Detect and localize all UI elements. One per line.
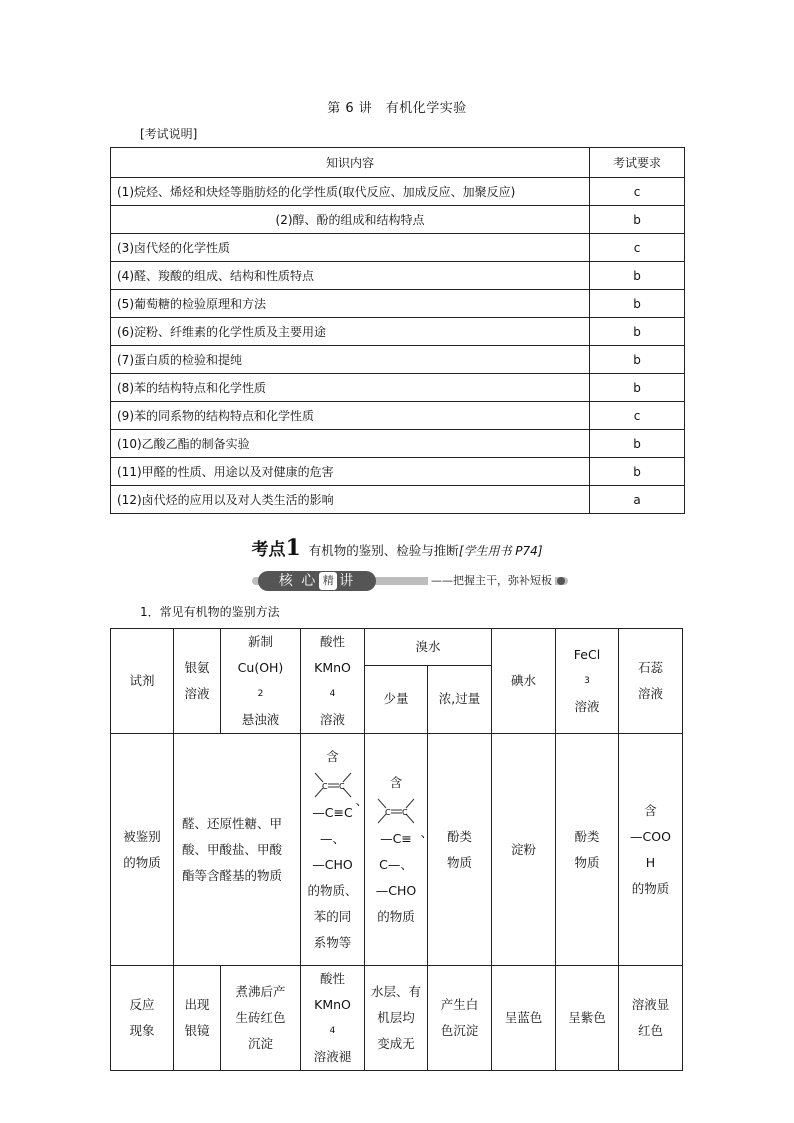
formula-main: KMnO	[314, 997, 351, 1012]
reaction-iodine: 呈蓝色	[492, 966, 556, 1071]
col-litmus	[619, 629, 683, 734]
page-title: 第 6 讲 有机化学实验	[327, 101, 467, 116]
reagent-header: 试剂	[111, 629, 174, 734]
table-row	[111, 374, 685, 402]
row-label-reaction	[111, 966, 174, 1071]
substance-iodine: 淀粉	[492, 734, 556, 966]
row-content: (8)苯的结构特点和化学性质	[111, 374, 590, 402]
col-label-line: 溶液	[574, 699, 600, 714]
section-heading: 1．常见有机物的鉴别方法	[140, 605, 280, 619]
cell-line: 银镜	[184, 1023, 210, 1038]
row-level: b	[590, 430, 685, 458]
table-row	[111, 402, 685, 430]
cell-line: 煮沸后产	[235, 984, 286, 999]
svg-text:C: C	[321, 781, 328, 791]
row-level: b	[590, 318, 685, 346]
col-bromine-excess: 浓,过量	[428, 665, 492, 733]
alkene-structure	[301, 770, 368, 808]
formula-main: FeCl	[573, 647, 601, 662]
alkene-double-bond-icon	[311, 770, 355, 800]
row-label-line: 现象	[129, 1023, 155, 1038]
svg-text:C: C	[385, 807, 391, 817]
col-copper-hydroxide	[221, 629, 301, 734]
kaodian-number: 1	[285, 535, 301, 561]
col-label-line: 银氨	[184, 660, 210, 675]
cell-line: —、	[319, 830, 345, 846]
cell-line: 含	[326, 748, 339, 764]
cell-line: 机层均	[377, 1010, 415, 1025]
col-acidic-kmno4	[301, 629, 365, 734]
cell-line: 生砖红色	[235, 1010, 286, 1025]
reaction-kmno4	[301, 966, 365, 1071]
col-label-line	[301, 655, 364, 707]
cell-line	[301, 992, 364, 1044]
col-label-line: 酸性	[319, 634, 345, 649]
col-silver-ammonia	[174, 629, 221, 734]
substance-bromine-small	[365, 734, 433, 966]
reaction-silver	[174, 966, 221, 1071]
reaction-copper	[221, 966, 301, 1071]
cell-line: 的物质	[377, 908, 415, 924]
substance-litmus	[619, 734, 683, 966]
table-row	[111, 234, 685, 262]
row-content: (11)甲醛的性质、用途以及对健康的危害	[111, 458, 590, 486]
cell-line: 的物质	[631, 880, 670, 896]
cell-line: C—、	[379, 856, 413, 872]
exam-note-label: [考试说明]	[140, 127, 198, 141]
banner-slogan: ——把握主干，弥补短板	[428, 572, 555, 588]
row-content: (5)葡萄糖的检验原理和方法	[111, 290, 590, 318]
substance-aldehyde: 醛、还原性糖、甲酸、甲酸盐、甲酸酯等含醛基的物质	[174, 734, 301, 966]
col-label-line: 石蕊	[637, 660, 663, 675]
col-label-line	[556, 642, 618, 694]
col-label-line: 悬浊液	[241, 712, 280, 727]
kaodian-book-ref: [学生用书 P74]	[458, 544, 543, 558]
requirements-table	[110, 147, 685, 514]
col-label-line: 溶液	[319, 712, 345, 727]
table-row	[111, 458, 685, 486]
cell-line: 溶液褪	[313, 1049, 352, 1064]
row-level: b	[590, 346, 685, 374]
cell-line: 酸性	[319, 971, 345, 986]
col-label-line	[221, 655, 300, 707]
cell-line: 色沉淀	[440, 1023, 479, 1038]
formula-main: Cu(OH)	[237, 660, 284, 675]
table-row	[111, 486, 685, 514]
reaction-bromine-excess	[428, 966, 492, 1071]
table-row	[111, 206, 685, 234]
formula-subscript: 4	[329, 1026, 336, 1036]
svg-text:C: C	[402, 807, 408, 817]
cell-line: 物质	[446, 854, 472, 870]
kaodian-title: 有机物的鉴别、检验与推断	[308, 543, 459, 558]
row-content: (9)苯的同系物的结构特点和化学性质	[111, 402, 590, 430]
banner-label	[258, 571, 376, 591]
banner-dot-icon	[557, 577, 565, 585]
header-level: 考试要求	[590, 148, 685, 178]
cell-line: 系物等	[313, 934, 352, 950]
row-level: b	[590, 290, 685, 318]
cell-line: 的物质、	[307, 882, 358, 898]
substance-kmno4	[301, 734, 368, 966]
row-level: b	[590, 206, 685, 234]
table-row-reaction	[111, 966, 683, 1071]
table-row	[111, 430, 685, 458]
cell-line: 出现	[184, 997, 210, 1012]
row-content: (4)醛、羧酸的组成、结构和性质特点	[111, 262, 590, 290]
row-content: (3)卤代烃的化学性质	[111, 234, 590, 262]
cell-line: 酚类	[446, 828, 472, 844]
table-row	[111, 178, 685, 206]
row-content: (2)醇、酚的组成和结构特点	[111, 206, 590, 234]
table-row	[111, 318, 685, 346]
banner-label-left: 核 心	[278, 573, 318, 589]
row-label-substance	[111, 734, 174, 966]
table-row	[111, 262, 685, 290]
row-content: (1)烷烃、烯烃和炔烃等脂肪烃的化学性质(取代反应、加成反应、加聚反应)	[111, 178, 590, 206]
cell-line: 含	[389, 774, 403, 790]
col-label-line: 溶液	[184, 686, 210, 701]
cell-line: —C≡	[380, 830, 412, 846]
col-fecl3	[556, 629, 619, 734]
row-content: (7)蛋白质的检验和提纯	[111, 346, 590, 374]
header-content: 知识内容	[111, 148, 590, 178]
cell-line: 酚类	[574, 828, 600, 844]
separator: 、	[420, 824, 433, 840]
kaodian-heading	[0, 535, 794, 561]
col-bromine-small: 少量	[365, 665, 428, 733]
cell-line: —COO	[630, 828, 671, 844]
formula-main: KMnO	[314, 660, 351, 675]
formula-subscript: 2	[257, 689, 264, 699]
separator: 、	[355, 792, 368, 808]
table-row	[111, 346, 685, 374]
substance-fecl3	[556, 734, 619, 966]
row-level: b	[590, 262, 685, 290]
col-iodine-water: 碘水	[492, 629, 556, 734]
row-level: b	[590, 374, 685, 402]
row-label-line: 被鉴别	[123, 828, 161, 844]
cell-line: 产生白	[440, 997, 479, 1012]
table-header-row	[111, 629, 683, 666]
row-content: (6)淀粉、纤维素的化学性质及主要用途	[111, 318, 590, 346]
row-label-line: 反应	[129, 997, 155, 1012]
row-content: (12)卤代烃的应用以及对人类生活的影响	[111, 486, 590, 514]
kaodian-prefix: 考点	[251, 540, 286, 560]
formula-subscript: 4	[329, 689, 336, 699]
reaction-litmus	[619, 966, 683, 1071]
table-row-substance	[111, 734, 683, 966]
banner-label-right: 讲	[339, 573, 356, 589]
core-lecture-banner	[252, 570, 568, 592]
row-level: c	[590, 234, 685, 262]
row-level: a	[590, 486, 685, 514]
col-label-line: 溶液	[637, 686, 663, 701]
col-bromine-water: 溴水	[365, 629, 492, 666]
cell-line: 苯的同	[313, 908, 352, 924]
cell-line: 变成无	[377, 1036, 415, 1051]
cell-line: 红色	[637, 1023, 663, 1038]
row-content: (10)乙酸乙酯的制备实验	[111, 430, 590, 458]
cell-line: H	[645, 854, 656, 870]
alkene-structure	[365, 796, 433, 840]
table-row	[111, 290, 685, 318]
table-header-row	[111, 148, 685, 178]
identification-table	[110, 628, 683, 1071]
banner-seal-icon: 精	[319, 572, 337, 590]
substance-bromine-excess	[428, 734, 492, 966]
cell-line: 沉淀	[247, 1036, 273, 1051]
row-level: c	[590, 402, 685, 430]
alkene-double-bond-icon	[374, 796, 418, 826]
cell-line: —CHO	[312, 856, 353, 872]
cell-line: —C≡C	[312, 804, 353, 820]
cell-line: 溶液显	[631, 997, 670, 1012]
row-label-line: 的物质	[123, 854, 161, 870]
cell-line: 物质	[574, 854, 600, 870]
cell-line: 含	[644, 802, 657, 818]
row-level: c	[590, 178, 685, 206]
reaction-fecl3: 呈紫色	[556, 966, 619, 1071]
formula-subscript: 3	[584, 676, 590, 686]
cell-line: —CHO	[375, 882, 417, 898]
reaction-bromine-small	[365, 966, 428, 1071]
cell-line: 水层、有	[370, 984, 421, 999]
svg-text:C: C	[338, 781, 345, 791]
row-level: b	[590, 458, 685, 486]
col-label-line: 新制	[247, 634, 273, 649]
